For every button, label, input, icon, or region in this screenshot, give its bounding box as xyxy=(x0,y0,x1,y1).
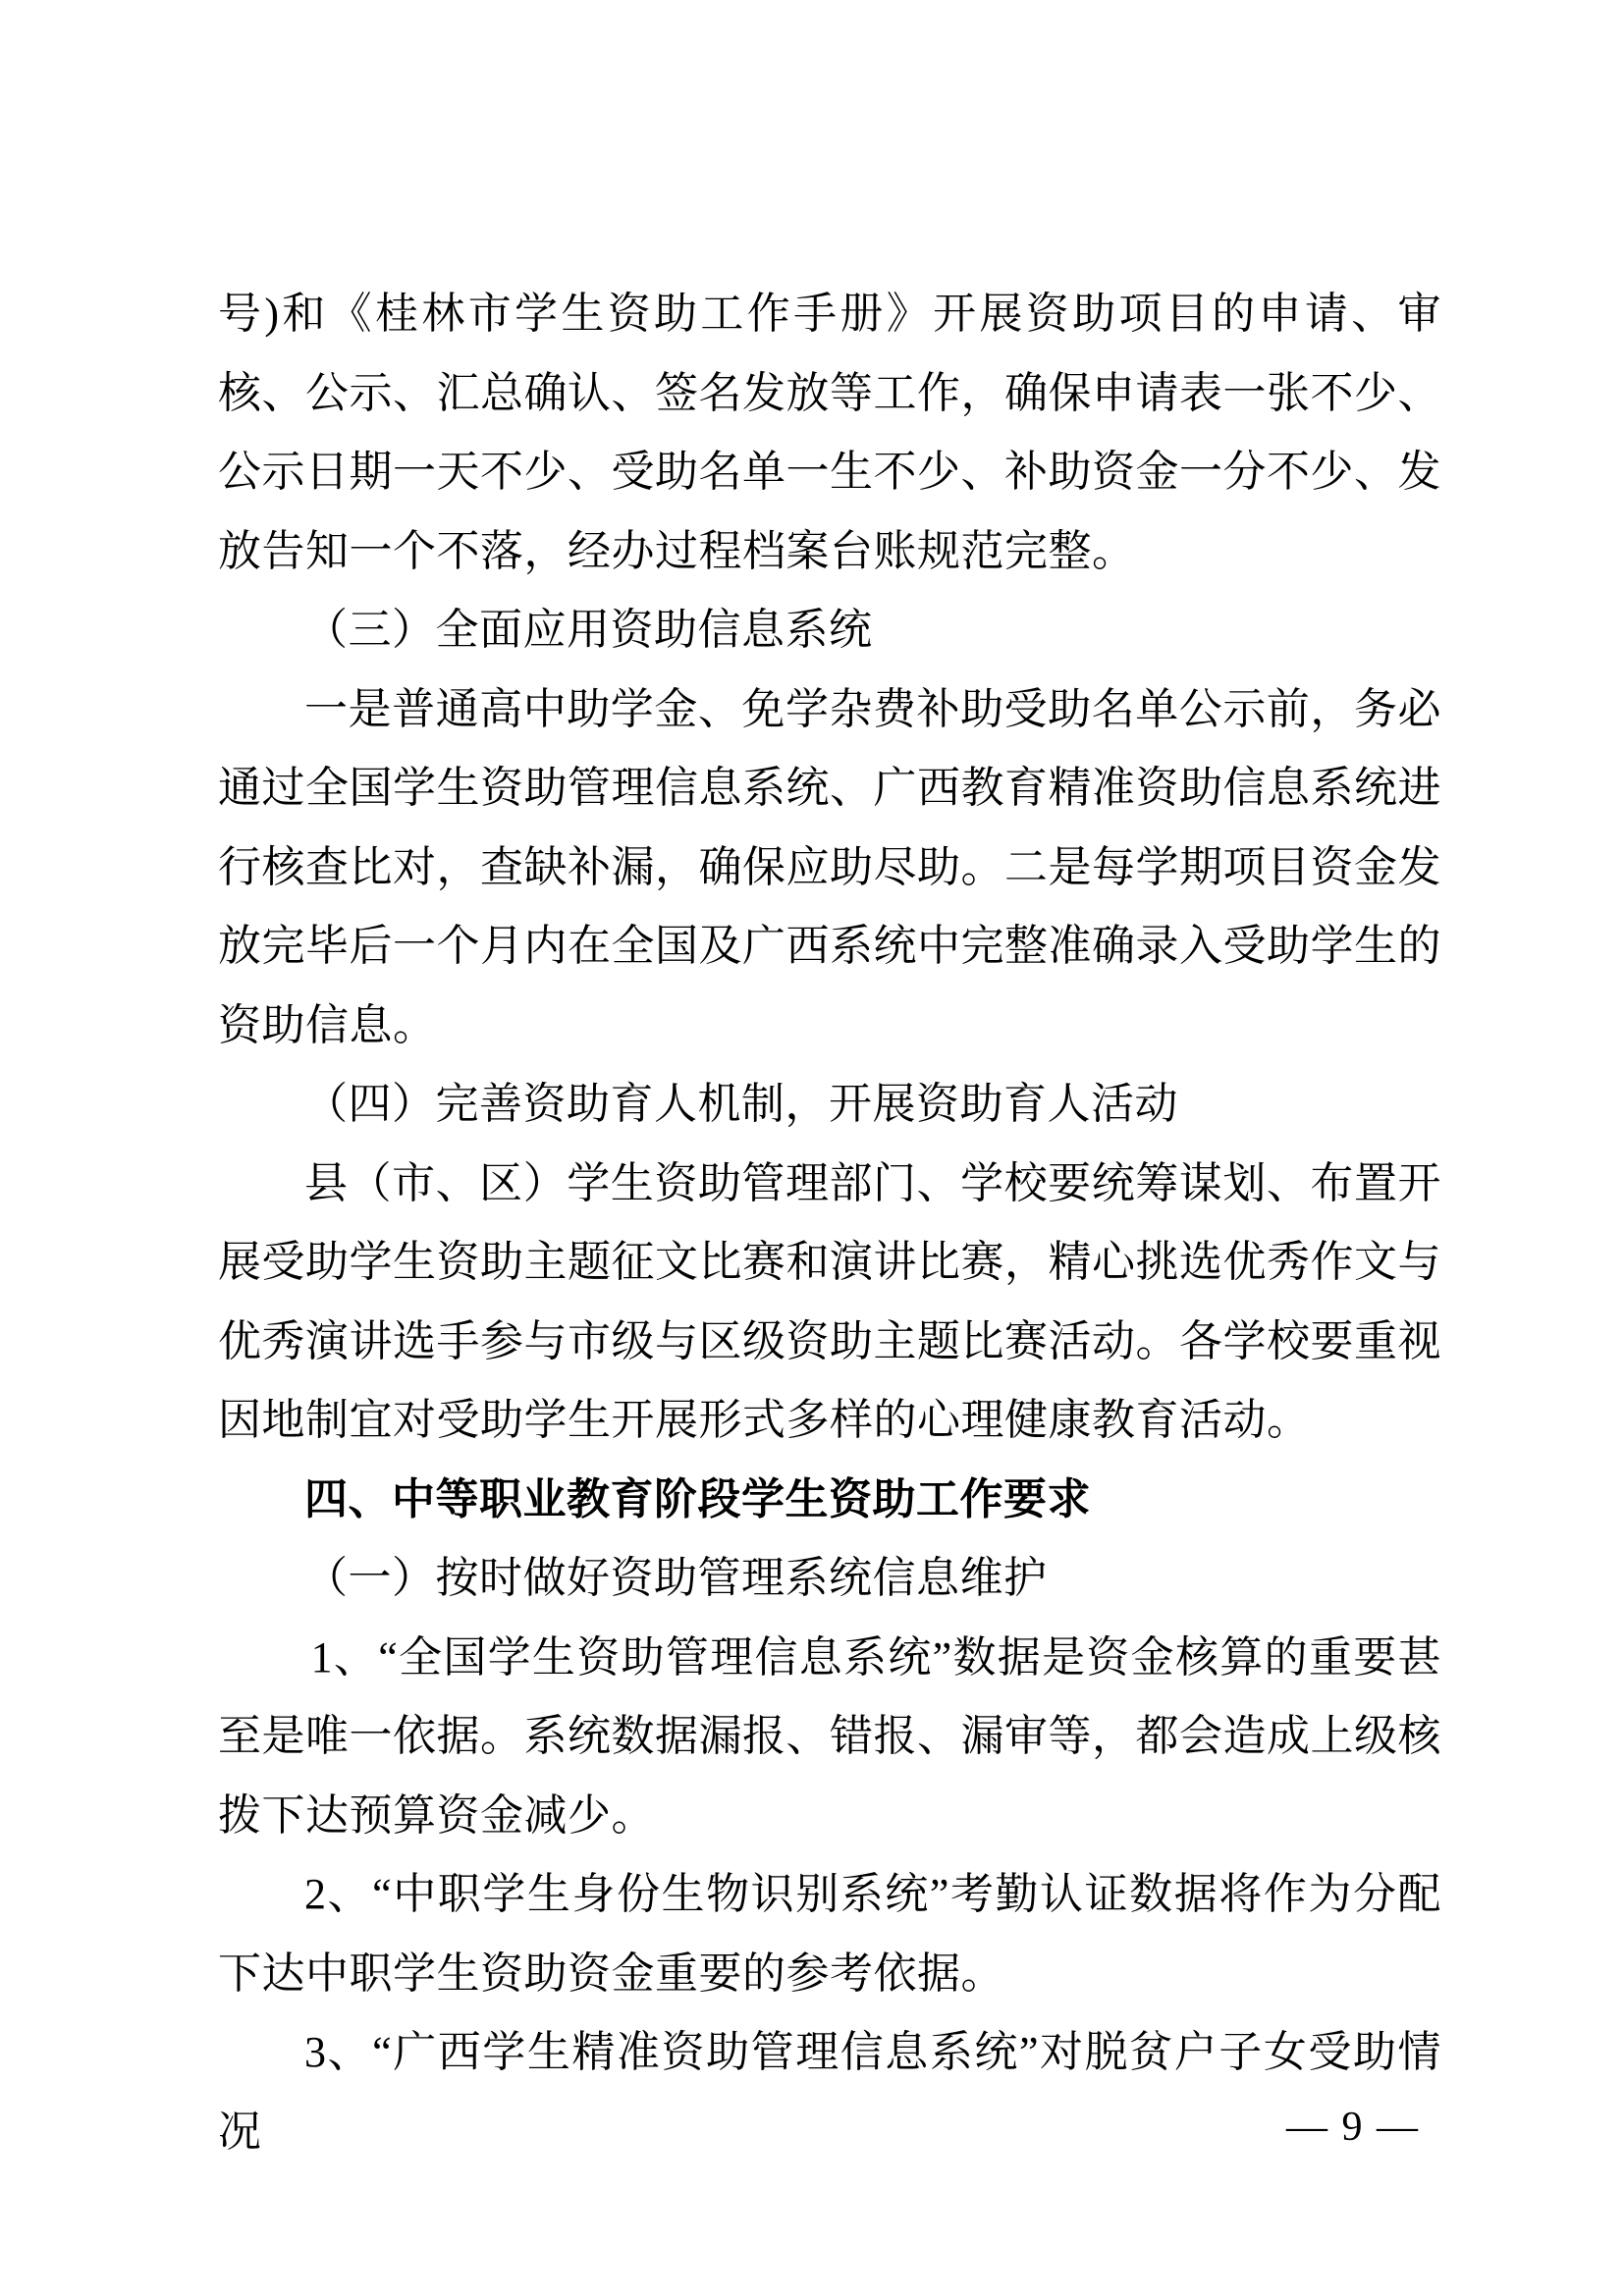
paragraph-info-systems: 一是普通高中助学金、免学杂费补助受助名单公示前，务必通过全国学生资助管理信息系统、广西教育精准资助信息系统进行核查比对，查缺补漏，确保应助尽助。二是每学期项目资金发放完毕后一个月内在全国及广西系统中完整准确录入受助学生的资助信息。 xyxy=(218,684,1441,1049)
document-body xyxy=(218,275,1441,2171)
page-number: — 9 — xyxy=(1286,2105,1420,2150)
numbered-item-3: 3、“广西学生精准资助管理信息系统”对脱贫户子女受助情况 xyxy=(218,2028,1441,2156)
numbered-item-1: 1、“全国学生资助管理信息系统”数据是资金核算的重要甚至是唯一依据。系统数据漏报、错报、漏审等，都会造成上级核拨下达预算资金减少。 xyxy=(218,1632,1441,1840)
paragraph-continuation: 号)和《桂林市学生资助工作手册》开展资助项目的申请、审核、公示、汇总确认、签名发放等工作，确保申请表一张不少、公示日期一天不少、受助名单一生不少、补助资金一分不少、发放告知一个不落，经办过程档案台账规范完整。 xyxy=(218,290,1441,575)
subsection-heading-4: （四）完善资助育人机制，开展资助育人活动 xyxy=(304,1080,1178,1128)
subsection-heading-3: （三）全面应用资助信息系统 xyxy=(304,606,873,654)
section-heading-4-vocational: 四、中等职业教育阶段学生资助工作要求 xyxy=(304,1474,1091,1523)
subsection-heading-1: （一）按时做好资助管理系统信息维护 xyxy=(304,1554,1048,1602)
numbered-item-2: 2、“中职学生身份生物识别系统”考勤认证数据将作为分配下达中职学生资助资金重要的参考依据。 xyxy=(218,1870,1441,1998)
paragraph-education-activities: 县（市、区）学生资助管理部门、学校要统筹谋划、布置开展受助学生资助主题征文比赛和演讲比赛，精心挑选优秀作文与优秀演讲选手参与市级与区级资助主题比赛活动。各学校要重视因地制宜对受助学生开展形式多样的心理健康教育活动。 xyxy=(218,1158,1441,1444)
